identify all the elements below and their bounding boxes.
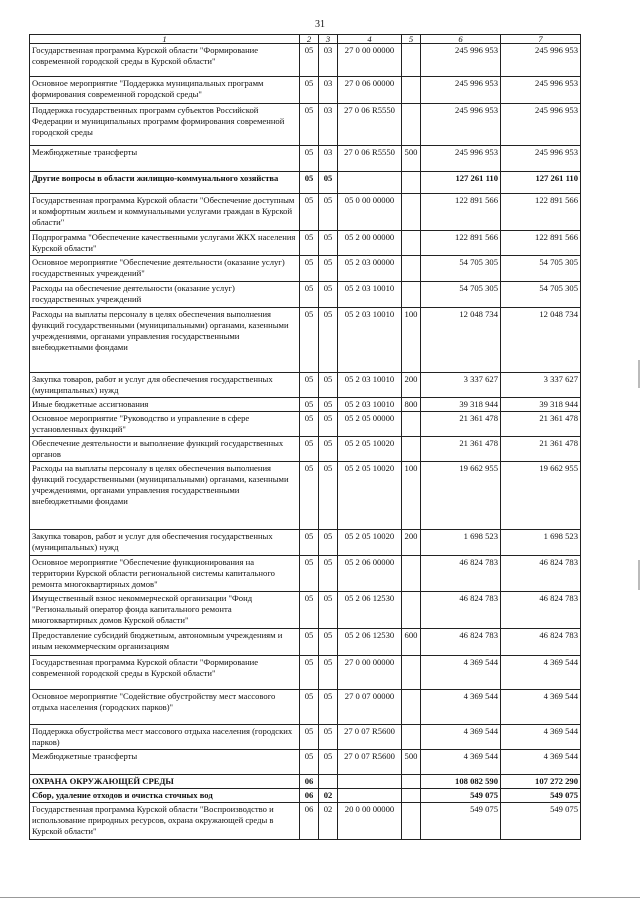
table-row bbox=[30, 750, 581, 775]
row-subsection-cell: 05 bbox=[319, 592, 338, 629]
row-subsection-cell: 05 bbox=[319, 725, 338, 750]
row-amount-1-cell: 108 082 590 bbox=[421, 775, 501, 789]
row-name-cell: Расходы на обеспечение деятельности (оказание услуг) государственных учреждений bbox=[30, 282, 300, 308]
row-subsection-cell: 05 bbox=[319, 530, 338, 556]
row-target-code-cell: 05 2 06 00000 bbox=[338, 556, 402, 592]
row-name-cell: Предоставление субсидий бюджетным, автономным учреждениям и иным некоммерческим организациям bbox=[30, 629, 300, 656]
row-amount-2-cell: 549 075 bbox=[501, 803, 581, 840]
row-subsection-cell: 05 bbox=[319, 462, 338, 530]
row-section-cell: 05 bbox=[300, 256, 319, 282]
row-name-cell: Сбор, удаление отходов и очистка сточных вод bbox=[30, 789, 300, 803]
row-amount-1-cell: 4 369 544 bbox=[421, 725, 501, 750]
row-subsection-cell: 03 bbox=[319, 44, 338, 77]
row-section-cell: 05 bbox=[300, 146, 319, 172]
row-amount-2-cell: 46 824 783 bbox=[501, 629, 581, 656]
row-subsection-cell: 05 bbox=[319, 690, 338, 725]
row-expense-type-cell: 200 bbox=[402, 373, 421, 398]
row-target-code-cell bbox=[338, 789, 402, 803]
row-expense-type-cell bbox=[402, 104, 421, 146]
row-expense-type-cell bbox=[402, 437, 421, 462]
table-row bbox=[30, 775, 581, 789]
row-target-code-cell: 05 0 00 00000 bbox=[338, 194, 402, 231]
row-expense-type-cell bbox=[402, 194, 421, 231]
row-amount-1-cell: 122 891 566 bbox=[421, 194, 501, 231]
row-section-cell: 05 bbox=[300, 530, 319, 556]
row-name-cell: Обеспечение деятельности и выполнение функций государственных органов bbox=[30, 437, 300, 462]
row-expense-type-cell bbox=[402, 256, 421, 282]
row-amount-2-cell: 3 337 627 bbox=[501, 373, 581, 398]
row-target-code-cell: 05 2 05 10020 bbox=[338, 437, 402, 462]
table-row bbox=[30, 398, 581, 412]
row-name-cell: Основное мероприятие "Обеспечение функционирования на территории Курской области региональной системы капитального ремонта многоквартирных домов" bbox=[30, 556, 300, 592]
header-cell: 6 bbox=[421, 35, 501, 44]
row-section-cell: 05 bbox=[300, 412, 319, 437]
row-target-code-cell: 05 2 03 10010 bbox=[338, 373, 402, 398]
table-row bbox=[30, 282, 581, 308]
row-amount-1-cell: 46 824 783 bbox=[421, 629, 501, 656]
row-section-cell: 06 bbox=[300, 803, 319, 840]
row-expense-type-cell: 500 bbox=[402, 146, 421, 172]
row-section-cell: 05 bbox=[300, 44, 319, 77]
row-amount-1-cell: 4 369 544 bbox=[421, 750, 501, 775]
row-subsection-cell: 02 bbox=[319, 803, 338, 840]
row-subsection-cell: 05 bbox=[319, 172, 338, 194]
row-target-code-cell: 05 2 05 10020 bbox=[338, 530, 402, 556]
row-amount-2-cell: 39 318 944 bbox=[501, 398, 581, 412]
row-amount-2-cell: 4 369 544 bbox=[501, 725, 581, 750]
row-name-cell: Основное мероприятие "Содействие обустройству мест массового отдыха населения (городских парков)" bbox=[30, 690, 300, 725]
row-name-cell: Государственная программа Курской области "Формирование современной городской среды в Курской области" bbox=[30, 44, 300, 77]
row-section-cell: 05 bbox=[300, 656, 319, 690]
row-amount-2-cell: 122 891 566 bbox=[501, 194, 581, 231]
row-subsection-cell: 05 bbox=[319, 282, 338, 308]
row-target-code-cell: 27 0 00 00000 bbox=[338, 44, 402, 77]
row-target-code-cell: 05 2 03 00000 bbox=[338, 256, 402, 282]
header-cell: 7 bbox=[501, 35, 581, 44]
row-amount-2-cell: 19 662 955 bbox=[501, 462, 581, 530]
row-amount-1-cell: 19 662 955 bbox=[421, 462, 501, 530]
row-section-cell: 05 bbox=[300, 104, 319, 146]
row-subsection-cell: 03 bbox=[319, 146, 338, 172]
row-amount-2-cell: 21 361 478 bbox=[501, 437, 581, 462]
row-target-code-cell: 27 0 06 00000 bbox=[338, 77, 402, 104]
table-header-row bbox=[30, 35, 581, 44]
row-amount-1-cell: 4 369 544 bbox=[421, 690, 501, 725]
row-target-code-cell: 20 0 00 00000 bbox=[338, 803, 402, 840]
table-row bbox=[30, 308, 581, 373]
row-amount-2-cell: 4 369 544 bbox=[501, 656, 581, 690]
table-row bbox=[30, 803, 581, 840]
row-subsection-cell: 05 bbox=[319, 373, 338, 398]
row-amount-2-cell: 107 272 290 bbox=[501, 775, 581, 789]
row-amount-2-cell: 245 996 953 bbox=[501, 77, 581, 104]
header-cell: 3 bbox=[319, 35, 338, 44]
row-name-cell: Иные бюджетные ассигнования bbox=[30, 398, 300, 412]
row-expense-type-cell bbox=[402, 592, 421, 629]
row-subsection-cell: 02 bbox=[319, 789, 338, 803]
row-section-cell: 05 bbox=[300, 462, 319, 530]
row-expense-type-cell bbox=[402, 656, 421, 690]
row-amount-2-cell: 549 075 bbox=[501, 789, 581, 803]
row-name-cell: Государственная программа Курской области "Обеспечение доступным и комфортным жильем и коммунальными услугами граждан в Курской области" bbox=[30, 194, 300, 231]
row-section-cell: 05 bbox=[300, 592, 319, 629]
header-cell: 5 bbox=[402, 35, 421, 44]
page-number: 31 bbox=[315, 19, 325, 30]
row-name-cell: Закупка товаров, работ и услуг для обеспечения государственных (муниципальных) нужд bbox=[30, 373, 300, 398]
row-name-cell: Основное мероприятие "Обеспечение деятельности (оказание услуг) государственных учреждений" bbox=[30, 256, 300, 282]
row-name-cell: Государственная программа Курской области "Формирование современной городской среды в Курской области" bbox=[30, 656, 300, 690]
table-row bbox=[30, 462, 581, 530]
table-row bbox=[30, 194, 581, 231]
row-name-cell: Имущественный взнос некоммерческой организации "Фонд "Региональный оператор фонда капитального ремонта многоквартирных домов Курской области" bbox=[30, 592, 300, 629]
table-row bbox=[30, 256, 581, 282]
row-section-cell: 06 bbox=[300, 789, 319, 803]
row-target-code-cell: 27 0 07 00000 bbox=[338, 690, 402, 725]
row-target-code-cell: 05 2 03 10010 bbox=[338, 282, 402, 308]
row-amount-2-cell: 21 361 478 bbox=[501, 412, 581, 437]
row-name-cell: Основное мероприятие "Поддержка муниципальных программ формирования современной городской среды" bbox=[30, 77, 300, 104]
row-amount-1-cell: 54 705 305 bbox=[421, 256, 501, 282]
row-section-cell: 05 bbox=[300, 725, 319, 750]
row-amount-1-cell: 122 891 566 bbox=[421, 231, 501, 256]
row-section-cell: 05 bbox=[300, 629, 319, 656]
row-expense-type-cell bbox=[402, 77, 421, 104]
row-expense-type-cell: 100 bbox=[402, 308, 421, 373]
row-target-code-cell bbox=[338, 172, 402, 194]
row-section-cell: 05 bbox=[300, 750, 319, 775]
row-amount-2-cell: 127 261 110 bbox=[501, 172, 581, 194]
row-amount-2-cell: 4 369 544 bbox=[501, 750, 581, 775]
row-name-cell: Другие вопросы в области жилищно-коммунального хозяйства bbox=[30, 172, 300, 194]
row-amount-1-cell: 1 698 523 bbox=[421, 530, 501, 556]
row-name-cell: Межбюджетные трансферты bbox=[30, 750, 300, 775]
row-expense-type-cell bbox=[402, 412, 421, 437]
row-target-code-cell: 05 2 03 10010 bbox=[338, 308, 402, 373]
row-name-cell: Государственная программа Курской области "Воспроизводство и использование природных ресурсов, охрана окружающей среды в Курской области" bbox=[30, 803, 300, 840]
table-row bbox=[30, 725, 581, 750]
row-amount-1-cell: 549 075 bbox=[421, 803, 501, 840]
table-row bbox=[30, 44, 581, 77]
table-row bbox=[30, 231, 581, 256]
table-row bbox=[30, 530, 581, 556]
row-subsection-cell: 03 bbox=[319, 77, 338, 104]
row-subsection-cell: 05 bbox=[319, 750, 338, 775]
row-subsection-cell: 05 bbox=[319, 256, 338, 282]
row-section-cell: 06 bbox=[300, 775, 319, 789]
row-target-code-cell: 27 0 07 R5600 bbox=[338, 750, 402, 775]
row-expense-type-cell bbox=[402, 725, 421, 750]
row-target-code-cell: 05 2 00 00000 bbox=[338, 231, 402, 256]
row-amount-2-cell: 54 705 305 bbox=[501, 282, 581, 308]
header-cell: 4 bbox=[338, 35, 402, 44]
row-expense-type-cell bbox=[402, 172, 421, 194]
page-bottom-rule bbox=[0, 897, 640, 898]
row-amount-2-cell: 54 705 305 bbox=[501, 256, 581, 282]
row-subsection-cell: 05 bbox=[319, 308, 338, 373]
row-name-cell: Межбюджетные трансферты bbox=[30, 146, 300, 172]
row-subsection-cell: 05 bbox=[319, 437, 338, 462]
table-row bbox=[30, 146, 581, 172]
row-amount-1-cell: 4 369 544 bbox=[421, 656, 501, 690]
table-row bbox=[30, 629, 581, 656]
row-amount-1-cell: 3 337 627 bbox=[421, 373, 501, 398]
header-cell: 2 bbox=[300, 35, 319, 44]
row-target-code-cell: 27 0 00 00000 bbox=[338, 656, 402, 690]
row-target-code-cell: 27 0 07 R5600 bbox=[338, 725, 402, 750]
row-expense-type-cell bbox=[402, 775, 421, 789]
row-amount-1-cell: 54 705 305 bbox=[421, 282, 501, 308]
row-amount-1-cell: 21 361 478 bbox=[421, 412, 501, 437]
row-target-code-cell bbox=[338, 775, 402, 789]
row-amount-2-cell: 46 824 783 bbox=[501, 556, 581, 592]
row-section-cell: 05 bbox=[300, 194, 319, 231]
row-expense-type-cell bbox=[402, 789, 421, 803]
row-section-cell: 05 bbox=[300, 77, 319, 104]
row-amount-2-cell: 1 698 523 bbox=[501, 530, 581, 556]
row-target-code-cell: 05 2 06 12530 bbox=[338, 592, 402, 629]
row-expense-type-cell bbox=[402, 803, 421, 840]
table-row bbox=[30, 789, 581, 803]
row-subsection-cell: 05 bbox=[319, 629, 338, 656]
row-section-cell: 05 bbox=[300, 398, 319, 412]
row-amount-1-cell: 21 361 478 bbox=[421, 437, 501, 462]
row-name-cell: ОХРАНА ОКРУЖАЮЩЕЙ СРЕДЫ bbox=[30, 775, 300, 789]
row-section-cell: 05 bbox=[300, 690, 319, 725]
row-amount-2-cell: 245 996 953 bbox=[501, 44, 581, 77]
row-subsection-cell: 05 bbox=[319, 231, 338, 256]
row-name-cell: Основное мероприятие "Руководство и управление в сфере установленных функций" bbox=[30, 412, 300, 437]
row-expense-type-cell bbox=[402, 282, 421, 308]
row-expense-type-cell: 100 bbox=[402, 462, 421, 530]
row-subsection-cell: 05 bbox=[319, 556, 338, 592]
row-name-cell: Поддержка обустройства мест массового отдыха населения (городских парков) bbox=[30, 725, 300, 750]
row-expense-type-cell: 200 bbox=[402, 530, 421, 556]
row-expense-type-cell: 800 bbox=[402, 398, 421, 412]
row-expense-type-cell bbox=[402, 690, 421, 725]
row-section-cell: 05 bbox=[300, 373, 319, 398]
row-amount-2-cell: 12 048 734 bbox=[501, 308, 581, 373]
row-target-code-cell: 05 2 05 10020 bbox=[338, 462, 402, 530]
row-section-cell: 05 bbox=[300, 172, 319, 194]
table-row bbox=[30, 172, 581, 194]
row-amount-2-cell: 122 891 566 bbox=[501, 231, 581, 256]
table-row bbox=[30, 690, 581, 725]
table-row bbox=[30, 104, 581, 146]
table-row bbox=[30, 437, 581, 462]
header-cell: 1 bbox=[30, 35, 300, 44]
row-section-cell: 05 bbox=[300, 231, 319, 256]
row-expense-type-cell bbox=[402, 231, 421, 256]
row-target-code-cell: 05 2 05 00000 bbox=[338, 412, 402, 437]
table-row bbox=[30, 656, 581, 690]
row-expense-type-cell bbox=[402, 44, 421, 77]
row-expense-type-cell: 600 bbox=[402, 629, 421, 656]
row-amount-1-cell: 46 824 783 bbox=[421, 592, 501, 629]
row-target-code-cell: 05 2 03 10010 bbox=[338, 398, 402, 412]
row-amount-1-cell: 39 318 944 bbox=[421, 398, 501, 412]
row-name-cell: Поддержка государственных программ субъектов Российской Федерации и муниципальных программ формирования современной городской среды bbox=[30, 104, 300, 146]
budget-table bbox=[29, 34, 581, 840]
row-amount-1-cell: 245 996 953 bbox=[421, 104, 501, 146]
row-target-code-cell: 27 0 06 R5550 bbox=[338, 104, 402, 146]
row-section-cell: 05 bbox=[300, 282, 319, 308]
row-target-code-cell: 27 0 06 R5550 bbox=[338, 146, 402, 172]
row-target-code-cell: 05 2 06 12530 bbox=[338, 629, 402, 656]
row-amount-2-cell: 245 996 953 bbox=[501, 104, 581, 146]
row-amount-1-cell: 549 075 bbox=[421, 789, 501, 803]
row-amount-1-cell: 12 048 734 bbox=[421, 308, 501, 373]
row-expense-type-cell: 500 bbox=[402, 750, 421, 775]
row-amount-1-cell: 245 996 953 bbox=[421, 44, 501, 77]
budget-table-body bbox=[30, 35, 581, 840]
table-row bbox=[30, 77, 581, 104]
row-name-cell: Расходы на выплаты персоналу в целях обеспечения выполнения функций государственными (муниципальными) органами, казенными учреждениями, органами управления государственными внебюджетными фондами bbox=[30, 462, 300, 530]
row-name-cell: Закупка товаров, работ и услуг для обеспечения государственных (муниципальных) нужд bbox=[30, 530, 300, 556]
table-row bbox=[30, 592, 581, 629]
row-subsection-cell: 03 bbox=[319, 104, 338, 146]
row-subsection-cell bbox=[319, 775, 338, 789]
row-amount-1-cell: 245 996 953 bbox=[421, 146, 501, 172]
row-name-cell: Расходы на выплаты персоналу в целях обеспечения выполнения функций государственными (муниципальными) органами, казенными учреждениями, органами управления государственными внебюджетными фондами bbox=[30, 308, 300, 373]
row-amount-2-cell: 46 824 783 bbox=[501, 592, 581, 629]
row-expense-type-cell bbox=[402, 556, 421, 592]
table-row bbox=[30, 373, 581, 398]
row-name-cell: Подпрограмма "Обеспечение качественными услугами ЖКХ населения Курской области" bbox=[30, 231, 300, 256]
table-row bbox=[30, 556, 581, 592]
row-amount-2-cell: 245 996 953 bbox=[501, 146, 581, 172]
row-amount-2-cell: 4 369 544 bbox=[501, 690, 581, 725]
row-subsection-cell: 05 bbox=[319, 412, 338, 437]
row-amount-1-cell: 46 824 783 bbox=[421, 556, 501, 592]
row-subsection-cell: 05 bbox=[319, 398, 338, 412]
row-section-cell: 05 bbox=[300, 308, 319, 373]
row-amount-1-cell: 245 996 953 bbox=[421, 77, 501, 104]
row-amount-1-cell: 127 261 110 bbox=[421, 172, 501, 194]
row-section-cell: 05 bbox=[300, 556, 319, 592]
table-row bbox=[30, 412, 581, 437]
row-section-cell: 05 bbox=[300, 437, 319, 462]
row-subsection-cell: 05 bbox=[319, 194, 338, 231]
row-subsection-cell: 05 bbox=[319, 656, 338, 690]
